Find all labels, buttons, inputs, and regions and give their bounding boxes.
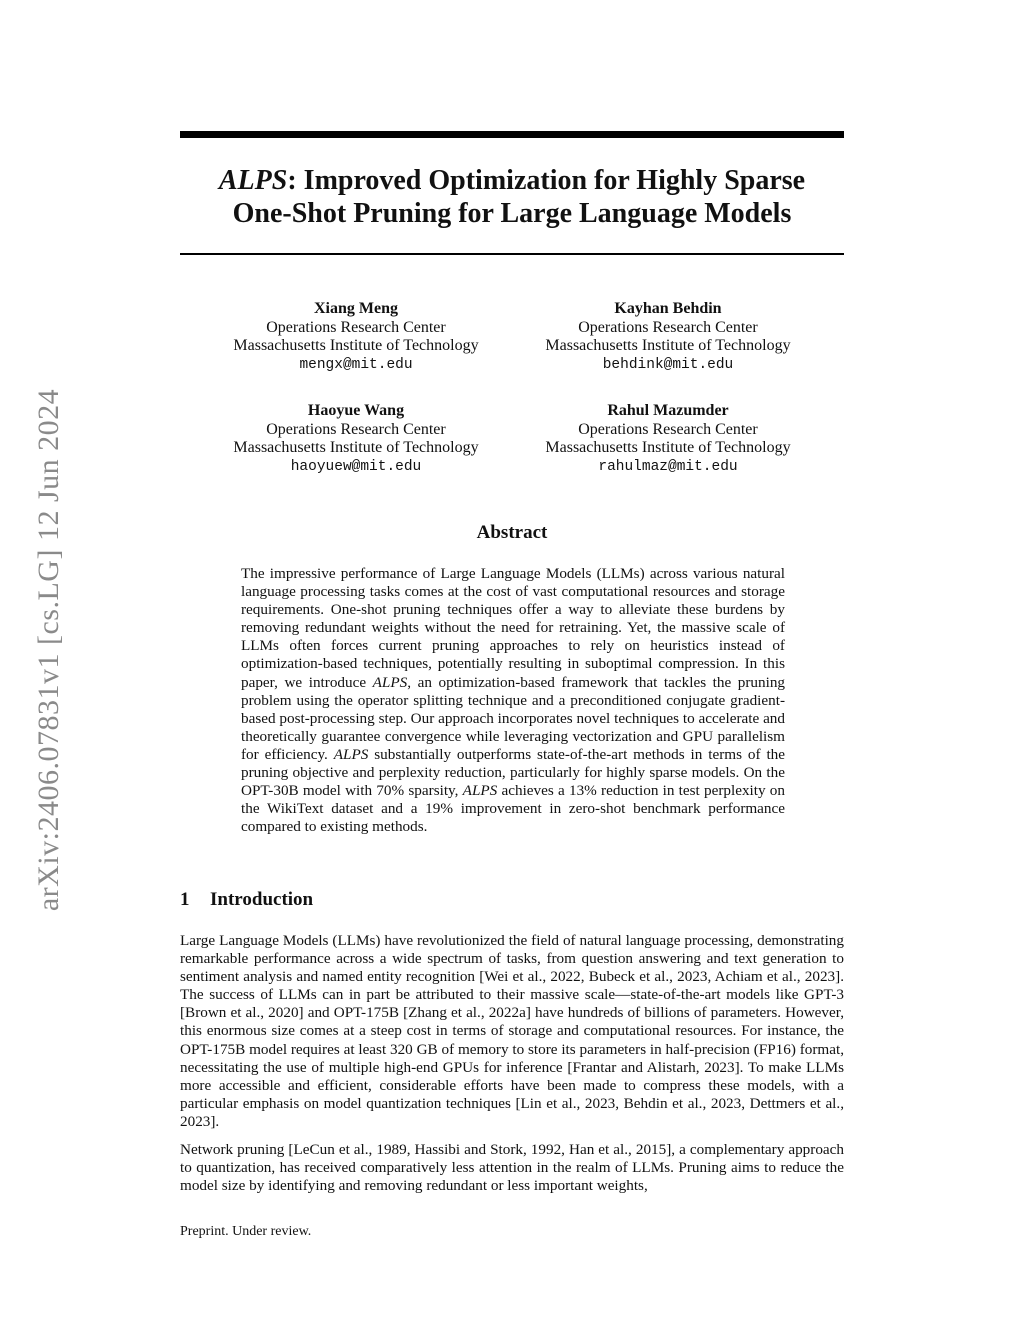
intro-paragraph-2: Network pruning [LeCun et al., 1989, Hassibi and Stork, 1992, Han et al., 2015], a complementary approach to quantization, has received comparatively less attention in the realm of LLMs. Pruning aims to reduce the model size by identifying and removing redundant or less important weights, <box>180 1141 844 1195</box>
title-line-1-rest: : Improved Optimization for Highly Sparse <box>287 165 806 196</box>
title-line-1 <box>180 164 844 197</box>
author-block <box>518 402 818 476</box>
abstract-heading: Abstract <box>476 522 548 543</box>
paper-title <box>180 164 844 230</box>
author-email: mengx@mit.edu <box>299 356 413 373</box>
author-department: Operations Research Center <box>578 318 758 336</box>
author-institution: Massachusetts Institute of Technology <box>233 439 479 456</box>
title-alps-name: ALPS <box>218 165 288 196</box>
author-name: Kayhan Behdin <box>614 300 722 317</box>
abstract-alps-name: ALPS <box>462 782 498 800</box>
author-department: Operations Research Center <box>578 420 758 438</box>
author-institution: Massachusetts Institute of Technology <box>233 337 479 354</box>
abstract-alps-name: ALPS <box>372 673 408 691</box>
author-block <box>206 300 506 374</box>
abstract-text-3: substantially outperforms state-of-the-art methods in terms of the pruning objective and perplexity reduction, particularly for highly sparse models. On the OPT-30B model with 70% sparsity, <box>241 745 785 800</box>
title-top-rule <box>180 131 844 138</box>
section-number: 1 <box>180 889 190 910</box>
abstract-text-4: achieves a 13% reduction in test perplexity on the WikiText dataset and a 19% improvement in zero-shot benchmark performance compared to existing methods. <box>241 782 785 836</box>
intro-paragraph-1: Large Language Models (LLMs) have revolutionized the field of natural language processing, demonstrating remarkable performance across a wide spectrum of tasks, from question answering and text generation to sentiment analysis and named entity recognition [Wei et al., 2022, Bubeck et al., 2023, Achiam et al., 2023]. The success of LLMs can in part be attributed to their massive scale—state-of-the-art models like GPT-3 [Brown et al., 2020] and OPT-175B [Zhang et al., 2022a] have hundreds of billions of parameters. However, this enormous size comes at a steep cost in terms of storage and computational resources. For instance, the OPT-175B model requires at least 320 GB of memory to store its parameters in half-precision (FP16) format, necessitating the use of multiple high-end GPUs for inference [Frantar and Alistarh, 2023]. To make LLMs more accessible and efficient, considerable efforts have been made to compress these models, with a particular emphasis on model quantization techniques [Lin et al., 2023, Behdin et al., 2023, Dettmers et al., 2023]. <box>180 932 844 1130</box>
abstract-text-2: , an optimization-based framework that tackles the pruning problem using the operator splitting technique and a preconditioned conjugate gradient-based post-processing step. Our approach incorporates novel techniques to accelerate and theoretically guarantee convergence while leveraging vectorization and GPU parallelism for efficiency. <box>241 673 786 763</box>
author-email: rahulmaz@mit.edu <box>598 458 738 475</box>
abstract-text-1: The impressive performance of Large Language Models (LLMs) across various natural language processing tasks comes at the cost of vast computational resources and storage requirements. One-shot pruning techniques offer a way to alleviate these burdens by removing redundant weights without the need for retraining. Yet, the massive scale of LLMs often forces current pruning approaches to rely on heuristics instead of optimization-based techniques, potentially resulting in suboptimal compression. In this paper, we introduce <box>241 565 785 691</box>
author-block <box>518 300 818 374</box>
author-department: Operations Research Center <box>266 420 446 438</box>
author-institution: Massachusetts Institute of Technology <box>545 439 791 456</box>
author-email: haoyuew@mit.edu <box>290 458 422 475</box>
arxiv-identifier-stamp: arXiv:2406.07831v1 [cs.LG] 12 Jun 2024 <box>32 388 65 912</box>
author-name: Haoyue Wang <box>307 402 405 419</box>
author-institution: Massachusetts Institute of Technology <box>545 337 791 354</box>
abstract-body <box>241 565 785 836</box>
section-title: Introduction <box>210 889 314 910</box>
abstract-alps-name: ALPS <box>333 745 369 763</box>
author-name: Rahul Mazumder <box>607 402 729 419</box>
author-email: behdink@mit.edu <box>602 356 734 373</box>
title-line-2: One-Shot Pruning for Large Language Models <box>232 198 792 229</box>
preprint-footer: Preprint. Under review. <box>180 1224 312 1239</box>
author-name: Xiang Meng <box>314 300 398 317</box>
section-heading-introduction <box>180 889 313 911</box>
author-department: Operations Research Center <box>266 318 446 336</box>
title-bottom-rule <box>180 253 844 255</box>
author-block <box>206 402 506 476</box>
